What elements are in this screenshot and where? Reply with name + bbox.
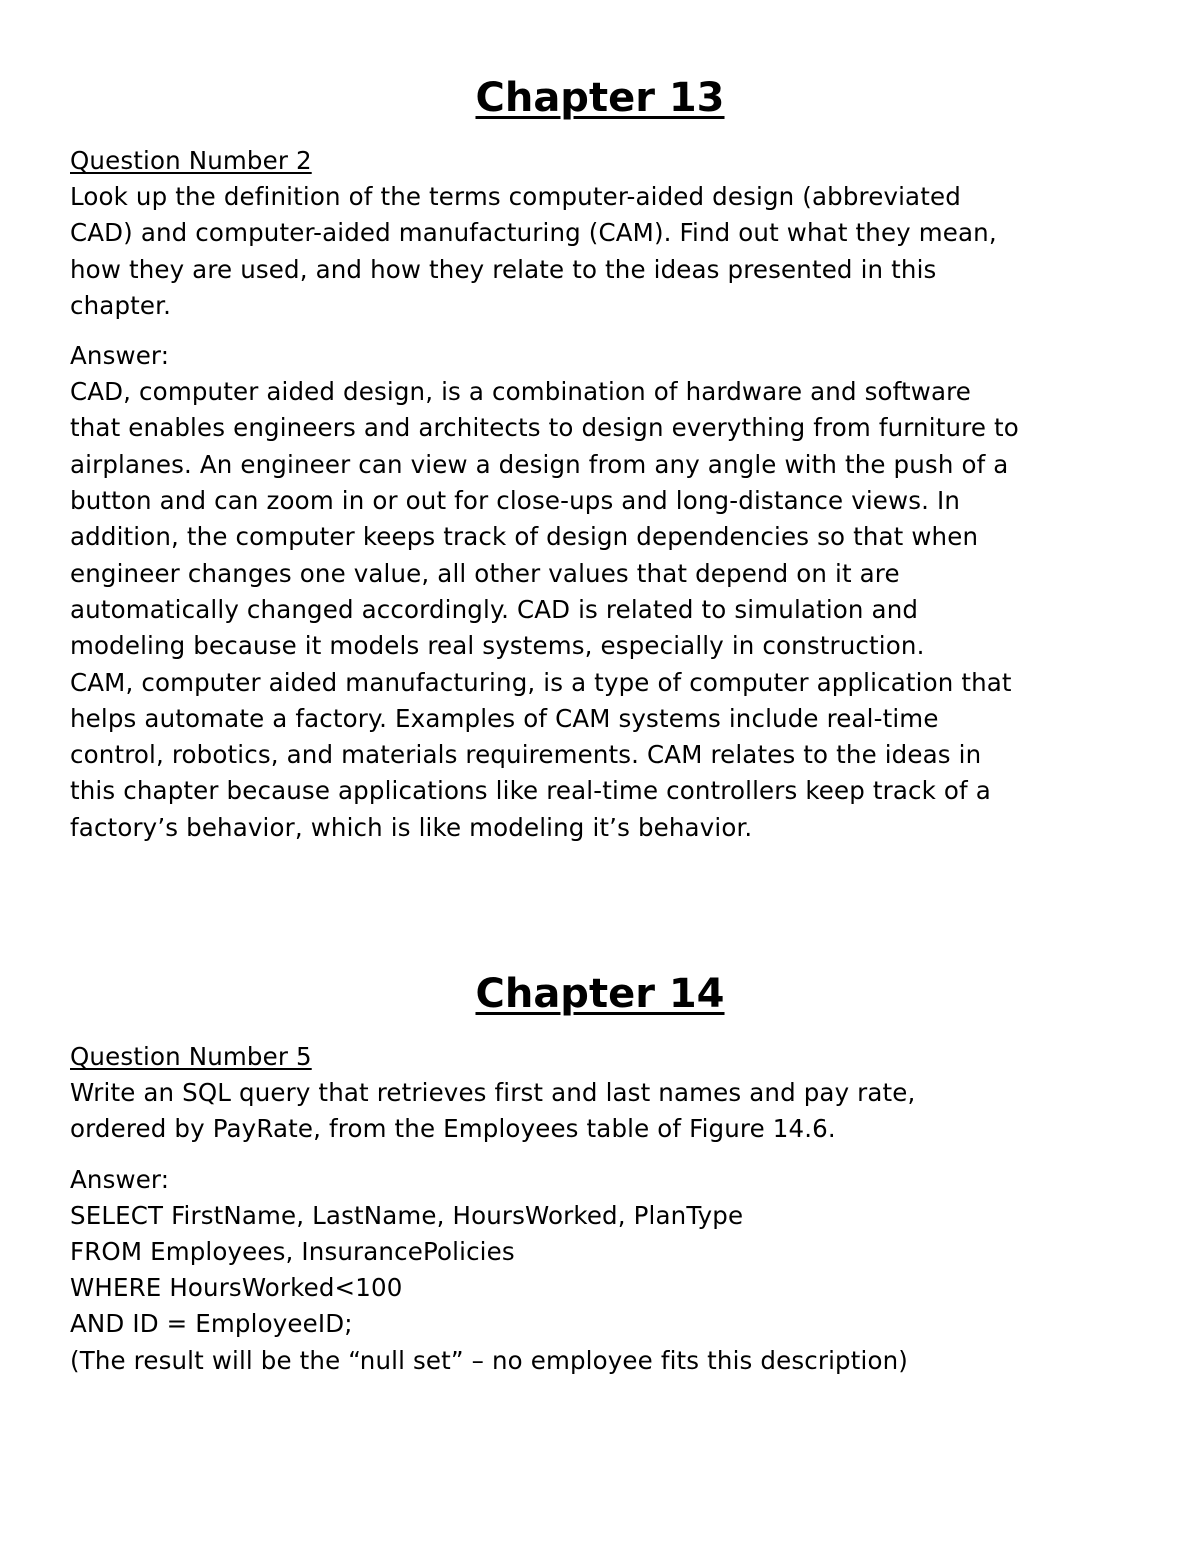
chapter-14-question-line: Write an SQL query that retrieves first and last names and pay rate, [70,1078,916,1107]
chapter-13-answer-text [70,374,1150,846]
chapter-13-answer-line: CAM, computer aided manufacturing, is a type of computer application that [70,667,1012,697]
chapter-14-answer-text [70,1198,1150,1379]
chapter-14-title: Chapter 14 [475,971,725,1017]
chapter-14-answer-line: FROM Employees, InsurancePolicies [70,1236,515,1266]
chapter-13-answer-line: helps automate a factory. Examples of CAM systems include real-time [70,703,939,733]
chapter-14-question-text [70,1075,1150,1148]
chapter-13-title: Chapter 13 [475,75,725,121]
chapter-13-section [70,143,1150,846]
chapter-13-answer-line: modeling because it models real systems, especially in construction. [70,631,925,661]
chapter-13-question-text [70,179,1150,324]
chapter-14-answer-line: SELECT FirstName, LastName, HoursWorked, PlanType [70,1200,744,1230]
chapter-13-question-line: how they are used, and how they relate to the ideas presented in this [70,254,937,284]
chapter-14-answer-line: WHERE HoursWorked<100 [70,1273,403,1303]
chapter-14-answer-line: (The result will be the “null set” – no employee fits this description) [70,1345,908,1375]
chapter-13-question-line: chapter. [70,290,172,320]
chapter-13-answer-line: button and can zoom in or out for close-ups and long-distance views. In [70,486,961,516]
chapter-13-answer-line: that enables engineers and architects to design everything from furniture to [70,413,1019,443]
chapter-13-answer-line: control, robotics, and materials requirements. CAM relates to the ideas in [70,740,982,770]
chapter-14-section [70,1039,1150,1379]
chapter-13-question-label: Question Number 2 [70,146,312,175]
chapter-13-answer-line: automatically changed accordingly. CAD is related to simulation and [70,594,919,624]
chapter-13-answer-line: addition, the computer keeps track of design dependencies so that when [70,522,979,552]
chapter-14-answer-line: AND ID = EmployeeID; [70,1309,353,1339]
chapter-14-question-label: Question Number 5 [70,1042,312,1071]
chapter-13-answer-line: airplanes. An engineer can view a design from any angle with the push of a [70,449,1009,479]
chapter-13-answer-line: engineer changes one value, all other values that depend on it are [70,558,900,588]
chapter-13-answer-line: factory’s behavior, which is like modeling it’s behavior. [70,812,753,842]
chapter-14-question-line: ordered by PayRate, from the Employees table of Figure 14.6. [70,1114,836,1144]
chapter-13-answer-label: Answer: [70,341,170,371]
chapter-14-answer-label: Answer: [70,1164,170,1194]
chapter-13-question-line: Look up the definition of the terms computer-aided design (abbreviated [70,182,961,211]
chapter-13-question-line: CAD) and computer-aided manufacturing (CAM). Find out what they mean, [70,218,997,248]
chapter-13-answer-line: this chapter because applications like real-time controllers keep track of a [70,776,991,806]
chapter-13-answer-line: CAD, computer aided design, is a combination of hardware and software [70,377,972,407]
